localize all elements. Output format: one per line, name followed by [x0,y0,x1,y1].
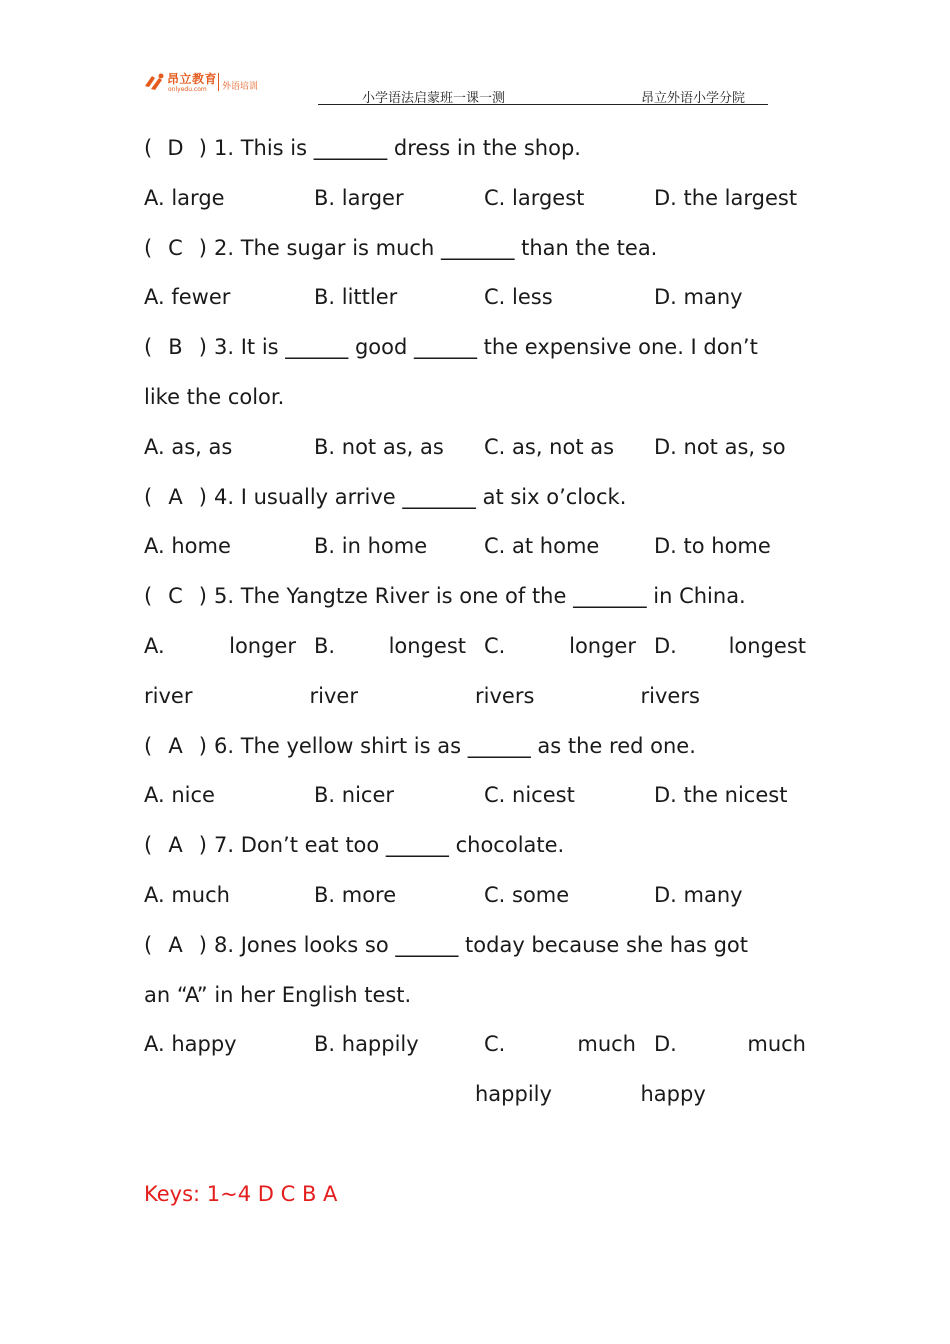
question-7: ( A ) 7. Don’t eat too ______ chocolate. [144,821,806,871]
options-2 [144,273,806,323]
option: A. large [144,185,225,210]
question-5-text: 5. The Yangtze River is one of the _______ in China. [214,584,746,609]
option: A. nice [144,783,215,808]
answer-8: A [168,932,183,957]
option-word: longest [388,633,466,658]
question-2-text: 2. The sugar is much _______ than the tea. [214,235,658,260]
logo-text: 昂立教育 [167,72,218,86]
logo-divider [218,73,219,91]
option: A. fewer [144,285,231,310]
option: D. the largest [654,185,798,210]
header-course-title: 小学语法启蒙班一课一测 [362,91,506,106]
page-header [318,86,768,105]
options-6 [144,771,806,821]
option-letter: C. [484,633,506,658]
options-8-second-line [144,1070,806,1120]
option: D. the nicest [654,783,788,808]
option: B. littler [314,285,398,310]
option-word: river [144,683,193,708]
option-word: longer [229,633,296,658]
option: B. more [314,882,397,907]
question-8-text: 8. Jones looks so ______ today because she has got [214,932,748,957]
header-school-name: 昂立外语小学分院 [641,91,746,106]
answer-7: A [168,833,183,858]
option: A. much [144,882,230,907]
options-5 [144,622,806,672]
question-3-continuation: like the color. [144,384,285,409]
option: B. larger [314,185,404,210]
option: C. less [484,285,553,310]
question-7-text: 7. Don’t eat too ______ chocolate. [214,833,565,858]
question-2: ( C ) 2. The sugar is much _______ than the tea. [144,224,806,274]
question-list [144,124,806,1120]
option: C. largest [484,185,585,210]
logo-subtitle: 外语培训 [222,82,259,92]
option: D. not as, so [654,434,786,459]
option: D. many [654,285,743,310]
option-word [310,1070,476,1120]
option: B. happily [314,1032,419,1057]
option-word: rivers [475,683,535,708]
options-8 [144,1020,806,1070]
answer-6: A [168,733,183,758]
question-8: ( A ) 8. Jones looks so ______ today because she has got [144,921,806,971]
logo-mark-icon [143,72,165,92]
onlyedu-logo [143,70,265,96]
option: B. in home [314,534,428,559]
question-4-text: 4. I usually arrive _______ at six o’clock. [214,484,627,509]
answer-keys: Keys: 1~4 D C B A [144,1182,338,1206]
options-5-second-line [144,672,806,722]
options-4 [144,522,806,572]
option: C. as, not as [484,434,615,459]
question-1-text: 1. This is _______ dress in the shop. [214,136,581,160]
option: B. nicer [314,783,395,808]
question-6: ( A ) 6. The yellow shirt is as ______ as the red one. [144,722,806,772]
question-3-text: 3. It is ______ good ______ the expensive one. I don’t [214,335,758,360]
option-letter: B. [314,633,336,658]
question-6-text: 6. The yellow shirt is as ______ as the red one. [214,733,696,758]
option-word: rivers [640,683,700,708]
option-word: river [309,683,358,708]
option: D. many [654,882,743,907]
question-3: ( B ) 3. It is ______ good ______ the expensive one. I don’t [144,323,806,373]
option-letter: C. [484,1032,506,1057]
options-1 [144,174,806,224]
option-word: happily [475,1082,552,1107]
logo-url: onlyedu.com [168,86,207,93]
question-8-continuation: an “A” in her English test. [144,982,412,1007]
answer-2: C [168,235,183,260]
option-letter: D. [654,633,677,658]
option: B. not as, as [314,434,444,459]
answer-1: D [167,136,184,160]
option: C. some [484,882,570,907]
answer-5: C [168,584,183,609]
option-word: happy [640,1082,706,1107]
option: A. home [144,534,231,559]
answer-3: B [168,335,183,360]
option-letter: D. [654,1032,677,1057]
option: D. to home [654,534,771,559]
option: A. happy [144,1032,237,1057]
option-word: longest [728,633,806,658]
question-4: ( A ) 4. I usually arrive _______ at six o’clock. [144,473,806,523]
options-7 [144,871,806,921]
option-word [144,1070,310,1120]
option: C. nicest [484,783,575,808]
option-word: much [747,1032,806,1057]
option-word: longer [569,633,636,658]
options-3 [144,423,806,473]
option-word: much [577,1032,636,1057]
question-5: ( C ) 5. The Yangtze River is one of the _______ in China. [144,572,806,622]
option-letter: A. [144,633,165,658]
question-1: ( D ) 1. This is _______ dress in the shop. [144,124,806,174]
answer-4: A [168,484,183,509]
option: C. at home [484,534,600,559]
option: A. as, as [144,434,233,459]
